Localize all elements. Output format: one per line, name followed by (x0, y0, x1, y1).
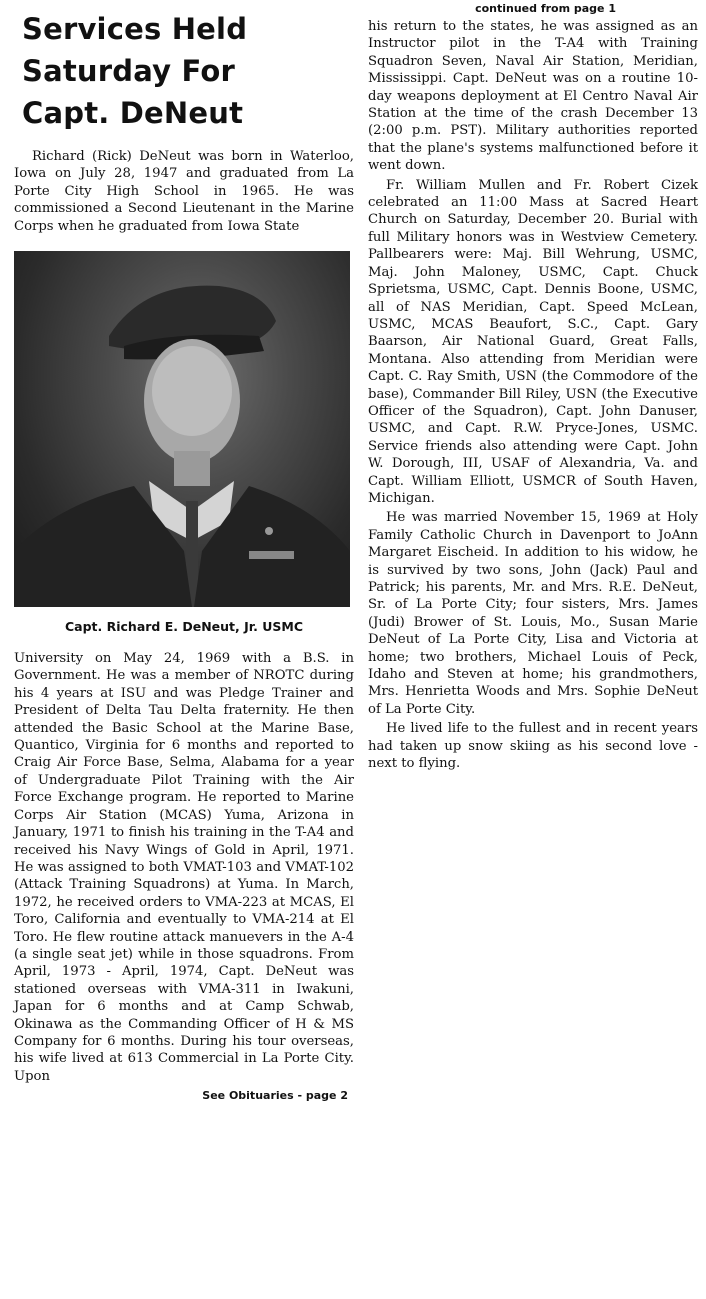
paragraph-survivors: He was married November 15, 1969 at Holy Family Catholic Church in Davenport to JoAnn Margaret Eischeid. In addition to his widow, he is survived by two sons, John (Jack) Paul and Patrick; his parents, Mr. and Mrs. R.E. DeNeut, Sr. of La Porte City; four sisters, Mrs. James (Judi) Brower of St. Louis, Mo., Susan Marie DeNeut of La Porte City, Lisa and Victoria at home; two brothers, Michael Louis of Peck, Idaho and Steven at home; his grandmothers, Mrs. Henrietta Woods and Mrs. Sophie DeNeut of La Porte City. (368, 510, 698, 717)
paragraph-return: his return to the states, he was assigned as an Instructor pilot in the T-A4 with Training Squadron Seven, Naval Air Station, Meridian, Mississippi. Capt. DeNeut was on a routine 10-day weapons deployment at El Centro Naval Air Station at the time of the crash December 13 (2:00 p.m. PST). Military authorities reported that the plane's systems malfunctioned before it went down. (368, 19, 698, 174)
photo-caption: Capt. Richard E. DeNeut, Jr. USMC (64, 619, 304, 635)
paragraph-closing: He lived life to the fullest and in recent years had taken up snow skiing as his second love - next to flying. (368, 721, 698, 772)
right-column (368, 2, 698, 774)
headline-line-1: Services Held (22, 12, 248, 46)
headline-line-3: Capt. DeNeut (22, 96, 244, 130)
body-paragraph: University on May 24, 1969 with a B.S. in Government. He was a member of NROTC during his 4 years at ISU and was Pledge Trainer and President of Delta Tau Delta fraternity. He then attended the Basic School at the Marine Base, Quantico, Virginia for 6 months and reported to Craig Air Force Base, Selma, Alabama for a year of Undergraduate Pilot Training with the Air Force Exchange program. He reported to Marine Corps Air Station (MCAS) Yuma, Arizona in January, 1971 to finish his training in the T-A4 and received his Navy Wings of Gold in April, 1971. He was assigned to both VMAT-103 and VMAT-102 (Attack Training Squadrons) at Yuma. In March, 1972, he received orders to VMA-223 at MCAS, El Toro, California and eventually to VMA-214 at El Toro. He flew routine attack manuevers in the A-4 (a single seat jet) while in those squadrons. From April, 1973 - April, 1974, Capt. DeNeut was stationed overseas with VMA-311 in Iwakuni, Japan for 6 months and at Camp Schwab, Okinawa as the Commanding Officer of H & MS Company for 6 months. During his tour overseas, his wife lived at 613 Commercial in La Porte City. Upon (14, 651, 354, 1084)
left-column (14, 8, 354, 1102)
paragraph-services: Fr. William Mullen and Fr. Robert Cizek celebrated an 11:00 Mass at Sacred Heart Church on Saturday, December 20. Burial with full Military honors was in Westview Cemetery. Pallbearers were: Maj. Bill Wehrung, USMC, Maj. John Maloney, USMC, Capt. Chuck Sprietsma, USMC, Capt. Dennis Boone, USMC, all of NAS Meridian, Capt. Speed McLean, USMC, MCAS Beaufort, S.C., Capt. Gary Baarson, Air National Guard, Great Falls, Montana. Also attending from Meridian were Capt. C. Ray Smith, USN (the Commodore of the base), Commander Bill Riley, USN (the Executive Officer of the Squadron), Capt. John Danuser, USMC, and Capt. R.W. Pryce-Jones, USMC. Service friends also attending were Capt. John W. Dorough, III, USAF of Alexandria, Va. and Capt. William Elliott, USMCR of South Haven, Michigan. (368, 177, 698, 506)
portrait-figure (14, 251, 350, 607)
continuation-note: See Obituaries - page 2 (202, 1089, 348, 1103)
headline-line-2: Saturday For (22, 54, 235, 88)
intro-paragraph: Richard (Rick) DeNeut was born in Waterloo, Iowa on July 28, 1947 and graduated from La Porte City High School in 1965. He was commissioned a Second Lieutenant in the Marine Corps when he graduated from Iowa State (14, 149, 354, 234)
portrait-photo (14, 251, 350, 607)
continued-note: continued from page 1 (475, 2, 616, 15)
headline (22, 8, 354, 134)
